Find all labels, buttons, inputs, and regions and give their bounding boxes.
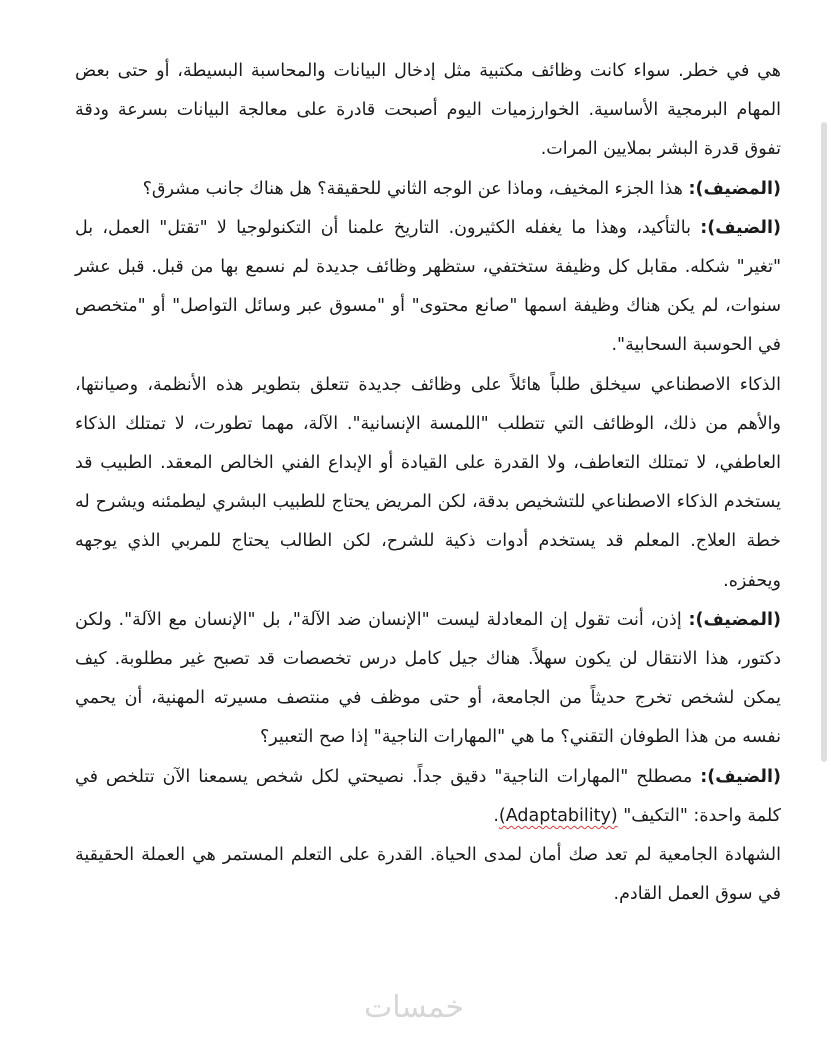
paragraph-text: الذكاء الاصطناعي سيخلق طلباً هائلاً على وظائف جديدة تتعلق بتطوير هذه الأنظمة، وصيانتها، والأهم من ذلك، الوظائف التي تتطلب "اللمسة الإنسانية". الآلة، مهما تطورت، لا تمتلك الذكاء العاطفي، لا تمتلك التعاطف، ولا القدرة على القيادة أو الإبداع الفني الخالص المعقد. الطبيب قد يستخدم الذكاء الاصطناعي للتشخيص بدقة، لكن المريض يحتاج للطبيب البشري ليطمئنه ويشرح له خطة العلاج. المعلم قد يستخدم أدوات ذكية للشرح، لكن الطالب يحتاج للمربي الذي يوجهه ويحفزه. xyxy=(75,374,781,591)
paragraph-text: بالتأكيد، وهذا ما يغفله الكثيرون. التاريخ علمنا أن التكنولوجيا لا "تقتل" العمل، بل "تغير" شكله. مقابل كل وظيفة ستختفي، ستظهر وظائف جديدة لم نسمع بها من قبل. قبل عشر سنوات، لم يكن هناك وظيفة اسمها "صانع محتوى" أو "مسوق عبر وسائل التواصل" أو "متخصص في الحوسبة السحابية". xyxy=(75,217,781,356)
paragraph-host-question xyxy=(75,601,781,758)
paragraph-guest-answer xyxy=(75,758,781,836)
paragraph-text: إذن، أنت تقول إن المعادلة ليست "الإنسان ضد الآلة"، بل "الإنسان مع الآلة". ولكن دكتور، هذا الانتقال لن يكون سهلاً. هناك جيل كامل درس تخصصات قد تصبح غير مطلوبة. كيف يمكن لشخص تخرج حديثاً من الجامعة، أو حتى موظف في منتصف مسيرته المهنية، أن يحمي نفسه من هذا الطوفان التقني؟ ما هي "المهارات الناجية" إذا صح التعبير؟ xyxy=(75,609,781,748)
paragraph-text-tail: . xyxy=(493,805,499,826)
watermark-logo: خمسات xyxy=(363,990,465,1025)
paragraph-text: هذا الجزء المخيف، وماذا عن الوجه الثاني للحقيقة؟ هل هناك جانب مشرق؟ xyxy=(142,178,689,199)
speaker-label-host: (المضيف): xyxy=(688,609,781,630)
paragraph-text: مصطلح "المهارات الناجية" دقيق جداً. نصيحتي لكل شخص يسمعنا الآن تتلخص في كلمة واحدة: "التكيف" xyxy=(75,766,781,826)
speaker-label-guest: (الضيف): xyxy=(700,766,781,787)
document-body xyxy=(75,52,781,914)
paragraph-text: الشهادة الجامعية لم تعد صك أمان لمدى الحياة. القدرة على التعلم المستمر هي العملة الحقيقية في سوق العمل القادم. xyxy=(75,845,781,905)
scrollbar-thumb[interactable] xyxy=(821,122,827,762)
paragraph xyxy=(75,366,781,601)
speaker-label-host: (المضيف): xyxy=(688,178,781,199)
paragraph xyxy=(75,52,781,170)
paragraph xyxy=(75,836,781,914)
paragraph-guest-answer xyxy=(75,209,781,366)
paragraph-host-question xyxy=(75,170,781,209)
speaker-label-guest: (الضيف): xyxy=(700,217,781,238)
spellcheck-flagged-word[interactable]: (Adaptability) xyxy=(498,805,618,826)
paragraph-text: هي في خطر. سواء كانت وظائف مكتبية مثل إدخال البيانات والمحاسبة البسيطة، أو حتى بعض المهام البرمجية الأساسية. الخوارزميات اليوم أصبحت قادرة على معالجة البيانات بسرعة ودقة تفوق قدرة البشر بملايين المرات. xyxy=(75,61,781,160)
